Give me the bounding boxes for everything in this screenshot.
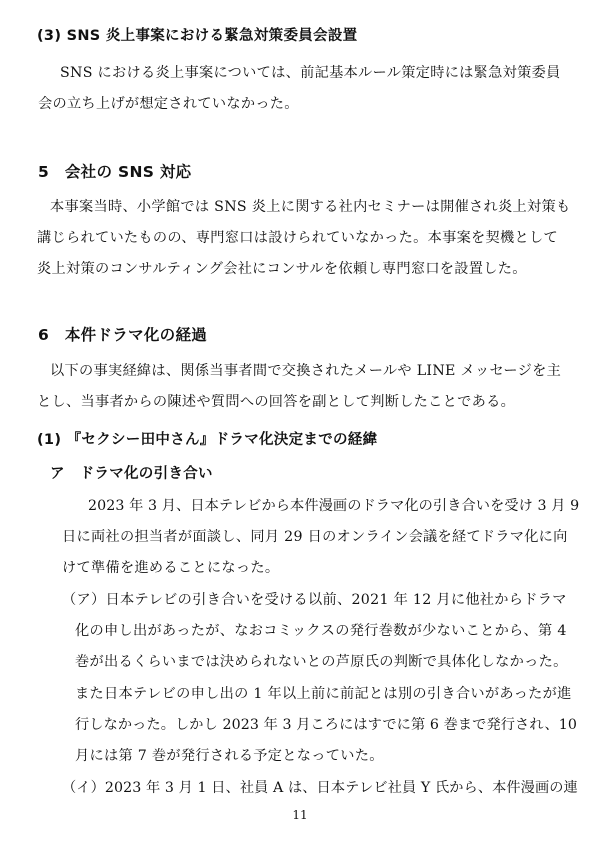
section-6-line-2: とし、当事者からの陳述や質問への回答を副として判断したことである。 xyxy=(37,394,516,410)
section-6-heading: 6 本件ドラマ化の経過 xyxy=(38,326,208,344)
subsection-1-heading: (1) 『セクシー田中さん』ドラマ化決定までの経緯 xyxy=(37,432,378,448)
page-number: 11 xyxy=(292,808,308,822)
subsection-3-heading: (3) SNS 炎上事案における緊急対策委員会設置 xyxy=(37,28,358,44)
item-a-line-1: （ア）日本テレビの引き合いを受ける以前、2021 年 12 月に他社からドラマ xyxy=(62,592,567,608)
subsection-a-heading: ア ドラマ化の引き合い xyxy=(50,466,213,482)
item-i-line-1: （イ）2023 年 3 月 1 日、社員 A は、日本テレビ社員 Y 氏から、本件漫画の連 xyxy=(62,780,578,796)
section-5-line-3: 炎上対策のコンサルティング会社にコンサルを依頼し専門窓口を設置した。 xyxy=(37,261,527,277)
item-a-line-4: また日本テレビの申し出の 1 年以上前に前記とは別の引き合いがあったが進 xyxy=(75,686,572,702)
item-a-line-3: 巻が出るくらいまでは決められないとの芦原氏の判断で具体化しなかった。 xyxy=(75,654,568,670)
item-a-line-2: 化の申し出があったが、なおコミックスの発行巻数が少ないことから、第 4 xyxy=(75,623,567,639)
subsection-3-line-1: SNS における炎上事案については、前記基本ルール策定時には緊急対策委員 xyxy=(60,65,561,81)
subsection-a-line-1: 2023 年 3 月、日本テレビから本件漫画のドラマ化の引き合いを受け 3 月 9 xyxy=(88,498,580,514)
subsection-a-line-2: 日に両社の担当者が面談し、同月 29 日のオンライン会議を経てドラマ化に向 xyxy=(62,529,568,545)
item-a-line-5: 行しなかった。しかし 2023 年 3 月ころにはすでに第 6 巻まで発行され、10 xyxy=(75,717,578,733)
item-a-line-6: 月には第 7 巻が発行される予定となっていた。 xyxy=(75,748,384,764)
section-5-line-2: 講じられていたものの、専門窓口は設けられていなかった。本事案を契機として xyxy=(37,230,558,246)
section-5-line-1: 本事案当時、小学館では SNS 炎上に関する社内セミナーは開催され炎上対策も xyxy=(50,199,571,215)
section-5-heading: 5 会社の SNS 対応 xyxy=(38,163,192,181)
subsection-a-line-3: けて準備を進めることになった。 xyxy=(62,560,280,576)
subsection-3-line-2: 会の立ち上げが想定されていなかった。 xyxy=(38,96,299,112)
section-6-line-1: 以下の事実経緯は、関係当事者間で交換されたメールや LINE メッセージを主 xyxy=(50,363,562,379)
